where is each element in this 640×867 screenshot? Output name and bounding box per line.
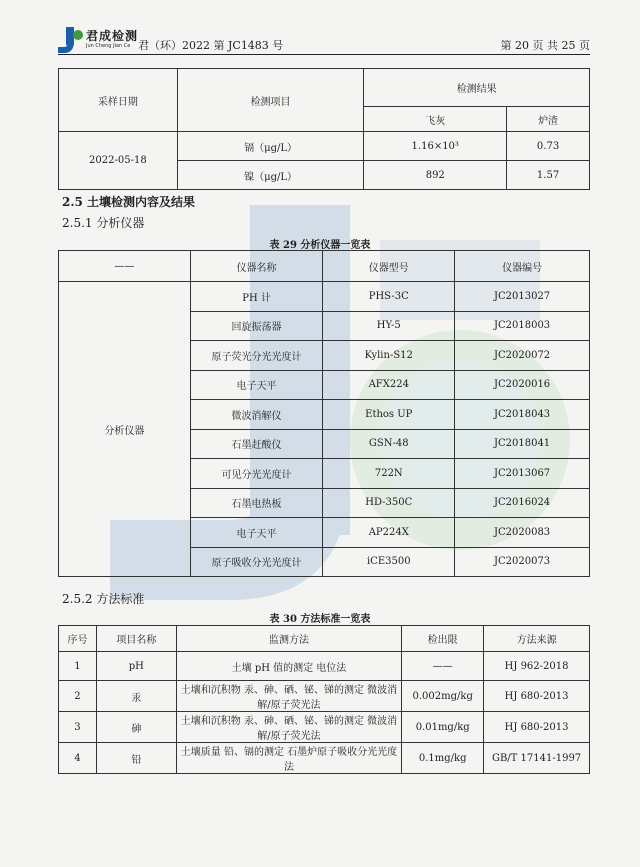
instrument-name: 回旋振荡器 bbox=[190, 311, 323, 341]
method-no: 4 bbox=[59, 743, 97, 774]
col-test-results: 检测结果 bbox=[364, 69, 590, 107]
logo-cn-text: 君成检测 bbox=[86, 29, 139, 43]
result-item: 镉（μg/L） bbox=[177, 132, 364, 161]
result-fly-ash: 1.16×10³ bbox=[364, 132, 507, 161]
report-number: 君（环）2022 第 JC1483 号 bbox=[138, 39, 284, 52]
method-name: 土壤和沉积物 汞、砷、硒、铋、锑的测定 微波消解/原子荧光法 bbox=[176, 681, 401, 712]
method-limit: 0.002mg/kg bbox=[402, 681, 484, 712]
instrument-model: PHS-3C bbox=[323, 282, 455, 312]
table30-caption: 表 30 方法标准一览表 bbox=[269, 614, 371, 625]
instrument-model: AFX224 bbox=[323, 370, 455, 400]
instrument-id: JC2018041 bbox=[455, 429, 590, 459]
instrument-model: AP224X bbox=[323, 518, 455, 548]
method-name: 土壤 pH 值的测定 电位法 bbox=[176, 652, 401, 681]
instrument-name: 原子吸收分光光度计 bbox=[190, 547, 323, 577]
method-item: pH bbox=[96, 652, 176, 681]
section-heading-2-5-2: 2.5.2 方法标准 bbox=[62, 592, 145, 606]
method-no: 1 bbox=[59, 652, 97, 681]
header-cell: 检出限 bbox=[402, 626, 484, 652]
header-cell: 项目名称 bbox=[96, 626, 176, 652]
instrument-name: 石墨赶酸仪 bbox=[190, 429, 323, 459]
instrument-name: 可见分光光度计 bbox=[190, 459, 323, 489]
header-divider bbox=[58, 54, 590, 55]
result-slag: 1.57 bbox=[507, 161, 590, 190]
table29-caption: 表 29 分析仪器一览表 bbox=[269, 240, 371, 251]
method-no: 2 bbox=[59, 681, 97, 712]
sampling-date: 2022-05-18 bbox=[59, 132, 178, 190]
instrument-id: JC2020083 bbox=[455, 518, 590, 548]
instrument-id: JC2020016 bbox=[455, 370, 590, 400]
header-cell: 监测方法 bbox=[176, 626, 401, 652]
method-item: 砷 bbox=[96, 712, 176, 743]
results-table bbox=[58, 68, 590, 190]
instrument-id: JC2020073 bbox=[455, 547, 590, 577]
col-slag: 炉渣 bbox=[507, 107, 590, 132]
section-heading-2-5: 2.5 土壤检测内容及结果 bbox=[62, 195, 196, 209]
method-limit: —— bbox=[402, 652, 484, 681]
instrument-name: PH 计 bbox=[190, 282, 323, 312]
method-name: 土壤质量 铅、镉的测定 石墨炉原子吸收分光光度法 bbox=[176, 743, 401, 774]
instrument-id: JC2013067 bbox=[455, 459, 590, 489]
method-source: HJ 962-2018 bbox=[484, 652, 590, 681]
instrument-id: JC2020072 bbox=[455, 341, 590, 371]
method-no: 3 bbox=[59, 712, 97, 743]
instrument-name: 电子天平 bbox=[190, 518, 323, 548]
method-table bbox=[58, 625, 590, 774]
col-sampling-date: 采样日期 bbox=[59, 69, 178, 132]
header-cell: 仪器名称 bbox=[190, 251, 323, 282]
instrument-table bbox=[58, 250, 590, 577]
header-cell: 仪器编号 bbox=[455, 251, 590, 282]
instrument-model: Kylin-S12 bbox=[323, 341, 455, 371]
header-cell: 仪器型号 bbox=[323, 251, 455, 282]
header-cell: 方法来源 bbox=[484, 626, 590, 652]
instrument-name: 石墨电热板 bbox=[190, 488, 323, 518]
header-cell: 序号 bbox=[59, 626, 97, 652]
logo-en-text: Jun Cheng Jian Ce bbox=[86, 43, 131, 49]
method-limit: 0.01mg/kg bbox=[402, 712, 484, 743]
instrument-model: iCE3500 bbox=[323, 547, 455, 577]
method-item: 铅 bbox=[96, 743, 176, 774]
instrument-name: 原子荧光分光光度计 bbox=[190, 341, 323, 371]
result-item: 镍（μg/L） bbox=[177, 161, 364, 190]
col-test-item: 检测项目 bbox=[177, 69, 364, 132]
instrument-model: HY-5 bbox=[323, 311, 455, 341]
method-source: GB/T 17141-1997 bbox=[484, 743, 590, 774]
page-number: 第 20 页 共 25 页 bbox=[500, 39, 590, 52]
page-header bbox=[58, 25, 590, 55]
logo-mark-icon bbox=[58, 25, 84, 55]
instrument-id: JC2016024 bbox=[455, 488, 590, 518]
result-slag: 0.73 bbox=[507, 132, 590, 161]
instrument-id: JC2013027 bbox=[455, 282, 590, 312]
instrument-id: JC2018043 bbox=[455, 400, 590, 430]
instrument-name: 微波消解仪 bbox=[190, 400, 323, 430]
result-fly-ash: 892 bbox=[364, 161, 507, 190]
instrument-model: Ethos UP bbox=[323, 400, 455, 430]
instrument-model: 722N bbox=[323, 459, 455, 489]
instrument-model: HD-350C bbox=[323, 488, 455, 518]
method-limit: 0.1mg/kg bbox=[402, 743, 484, 774]
header-cell: —— bbox=[59, 251, 191, 282]
section-heading-2-5-1: 2.5.1 分析仪器 bbox=[62, 216, 145, 230]
col-fly-ash: 飞灰 bbox=[364, 107, 507, 132]
method-name: 土壤和沉积物 汞、砷、硒、铋、锑的测定 微波消解/原子荧光法 bbox=[176, 712, 401, 743]
instrument-name: 电子天平 bbox=[190, 370, 323, 400]
method-source: HJ 680-2013 bbox=[484, 681, 590, 712]
instrument-model: GSN-48 bbox=[323, 429, 455, 459]
instrument-id: JC2018003 bbox=[455, 311, 590, 341]
method-source: HJ 680-2013 bbox=[484, 712, 590, 743]
instrument-group-label: 分析仪器 bbox=[59, 282, 191, 577]
method-item: 汞 bbox=[96, 681, 176, 712]
